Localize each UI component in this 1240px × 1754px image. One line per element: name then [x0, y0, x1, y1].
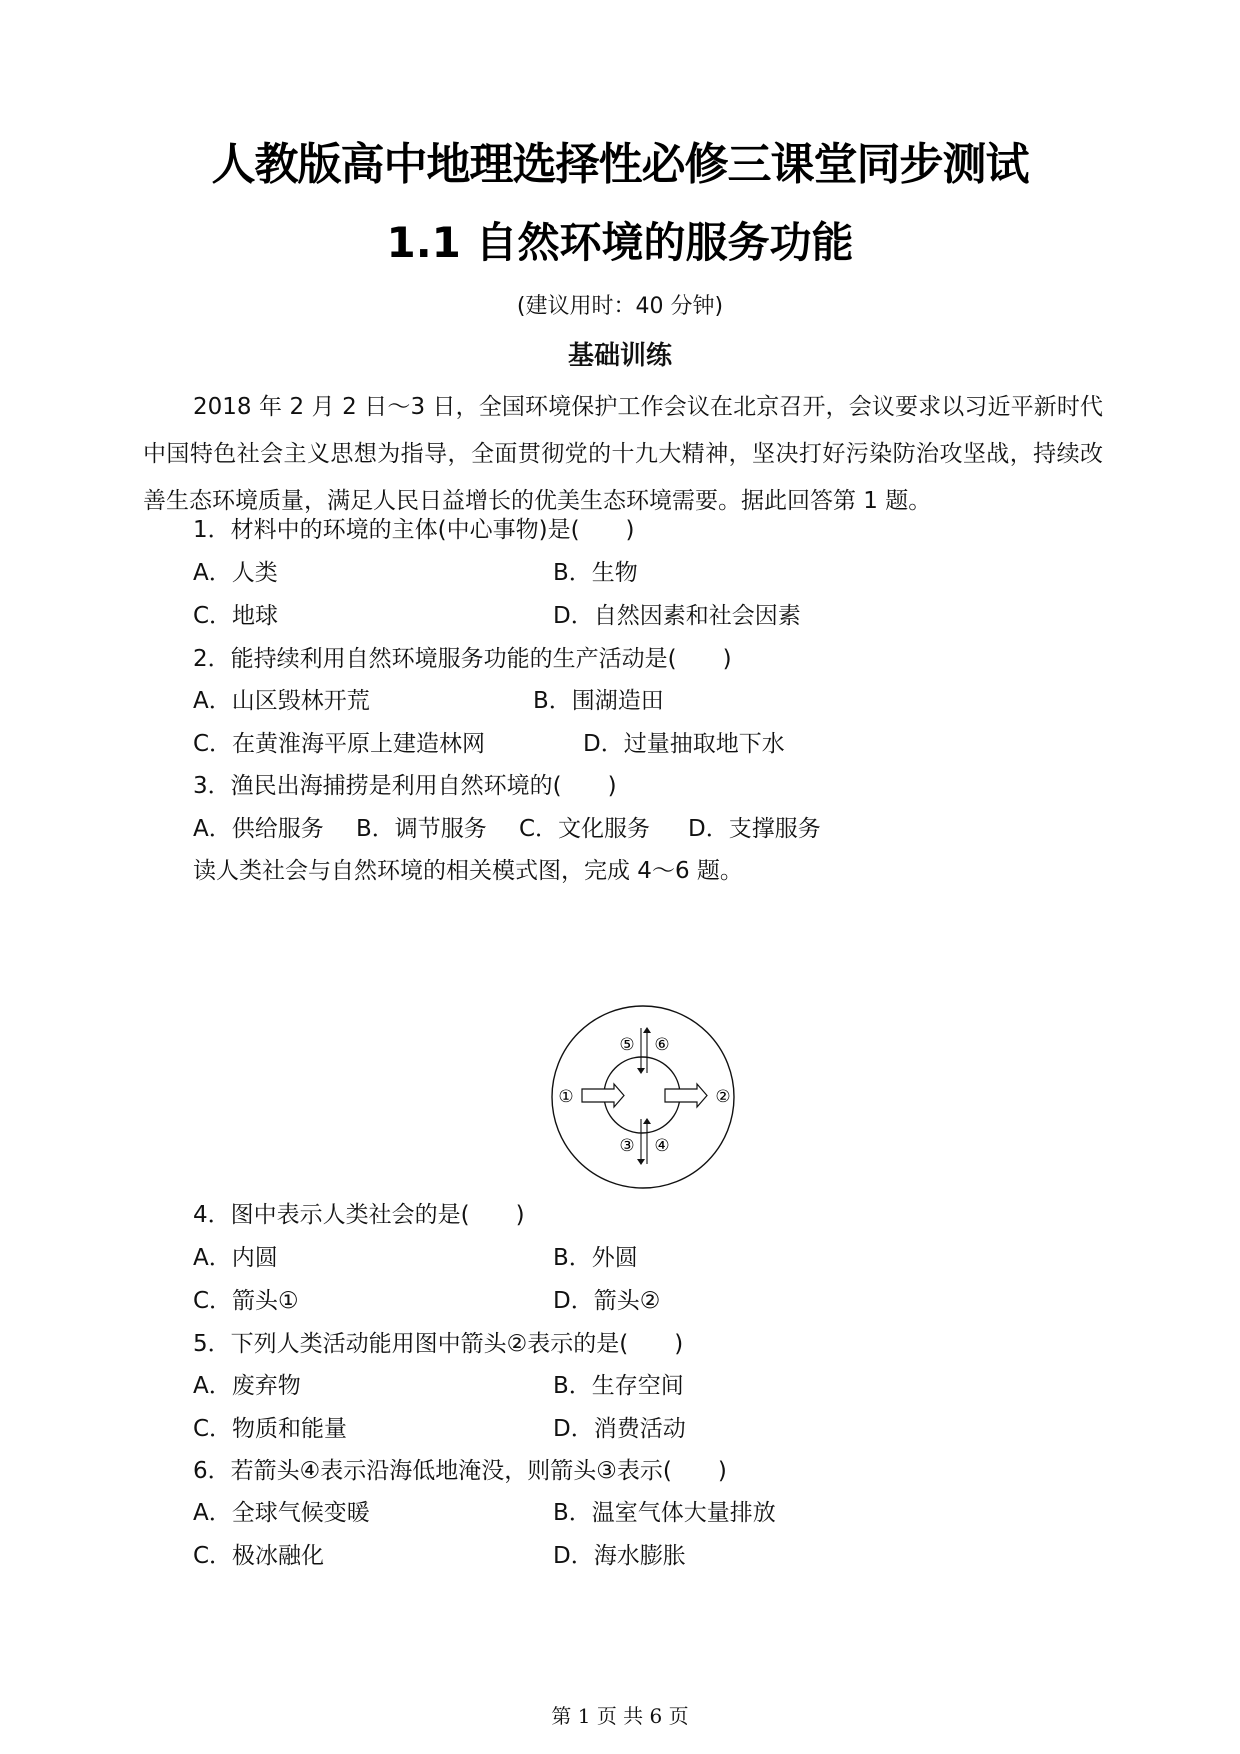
question-4-option-a: A．内圆: [193, 1245, 278, 1271]
label-1: ①: [558, 1087, 574, 1107]
question-5-option-d: D．消费活动: [553, 1416, 686, 1442]
question-4-option-c: C．箭头①: [193, 1288, 299, 1314]
question-3-option-c: C．文化服务: [519, 816, 651, 842]
question-6-option-a: A．全球气候变暖: [193, 1500, 370, 1526]
question-5-option-b: B．生存空间: [553, 1373, 684, 1399]
question-2-stem: 2．能持续利用自然环境服务功能的生产活动是( ): [193, 646, 732, 672]
outer-circle: [552, 1006, 734, 1188]
label-3: ③: [619, 1136, 635, 1156]
diagram-intro: 读人类社会与自然环境的相关模式图，完成 4～6 题。: [193, 858, 743, 884]
question-4-option-b: B．外圆: [553, 1245, 638, 1271]
question-2-option-b: B．围湖造田: [533, 688, 664, 714]
document-title: 人教版高中地理选择性必修三课堂同步测试: [211, 139, 1029, 190]
question-6-option-c: C．极冰融化: [193, 1543, 325, 1569]
question-1-option-d: D．自然因素和社会因素: [553, 603, 801, 629]
label-6: ⑥: [654, 1035, 670, 1055]
question-2-option-c: C．在黄淮海平原上建造林网: [193, 731, 486, 757]
question-3-stem: 3．渔民出海捕捞是利用自然环境的( ): [193, 773, 617, 799]
question-2-option-d: D．过量抽取地下水: [583, 731, 785, 757]
question-5-option-a: A．废弃物: [193, 1373, 301, 1399]
question-4-option-d: D．箭头②: [553, 1288, 661, 1314]
human-environment-diagram: [540, 1000, 740, 1200]
lesson-title: 1.1 自然环境的服务功能: [386, 218, 854, 267]
section-heading: 基础训练: [567, 341, 672, 371]
label-5: ⑤: [619, 1035, 635, 1055]
question-1-option-c: C．地球: [193, 603, 279, 629]
question-3-option-d: D．支撑服务: [688, 816, 821, 842]
question-5-stem: 5．下列人类活动能用图中箭头②表示的是( ): [193, 1331, 684, 1357]
page-indicator: 第 1 页 共 6 页: [551, 1704, 689, 1728]
question-1-option-b: B．生物: [553, 560, 638, 586]
hollow-arrow-2-icon: [665, 1084, 707, 1107]
question-1-option-a: A．人类: [193, 560, 278, 586]
hollow-arrow-1-icon: [582, 1084, 624, 1107]
question-1-stem: 1．材料中的环境的主体(中心事物)是( ): [193, 517, 635, 543]
question-6-option-b: B．温室气体大量排放: [553, 1500, 776, 1526]
question-6-option-d: D．海水膨胀: [553, 1543, 686, 1569]
question-6-stem: 6．若箭头④表示沿海低地淹没，则箭头③表示( ): [193, 1458, 727, 1484]
suggested-time: (建议用时：40 分钟): [516, 294, 724, 319]
question-3-option-b: B．调节服务: [356, 816, 487, 842]
reading-passage: 2018 年 2 月 2 日～3 日，全国环境保护工作会议在北京召开，会议要求以习近平新时代中国特色社会主义思想为指导，全面贯彻党的十九大精神，坚决打好污染防治攻坚战，持续改善生态环境质量，满足人民日益增长的优美生态环境需要。据此回答第 1 题。: [143, 394, 1103, 514]
question-5-option-c: C．物质和能量: [193, 1416, 348, 1442]
question-2-option-a: A．山区毁林开荒: [193, 688, 370, 714]
label-2: ②: [715, 1087, 731, 1107]
question-4-stem: 4．图中表示人类社会的是( ): [193, 1202, 525, 1228]
label-4: ④: [654, 1136, 670, 1156]
question-3-option-a: A．供给服务: [193, 816, 324, 842]
